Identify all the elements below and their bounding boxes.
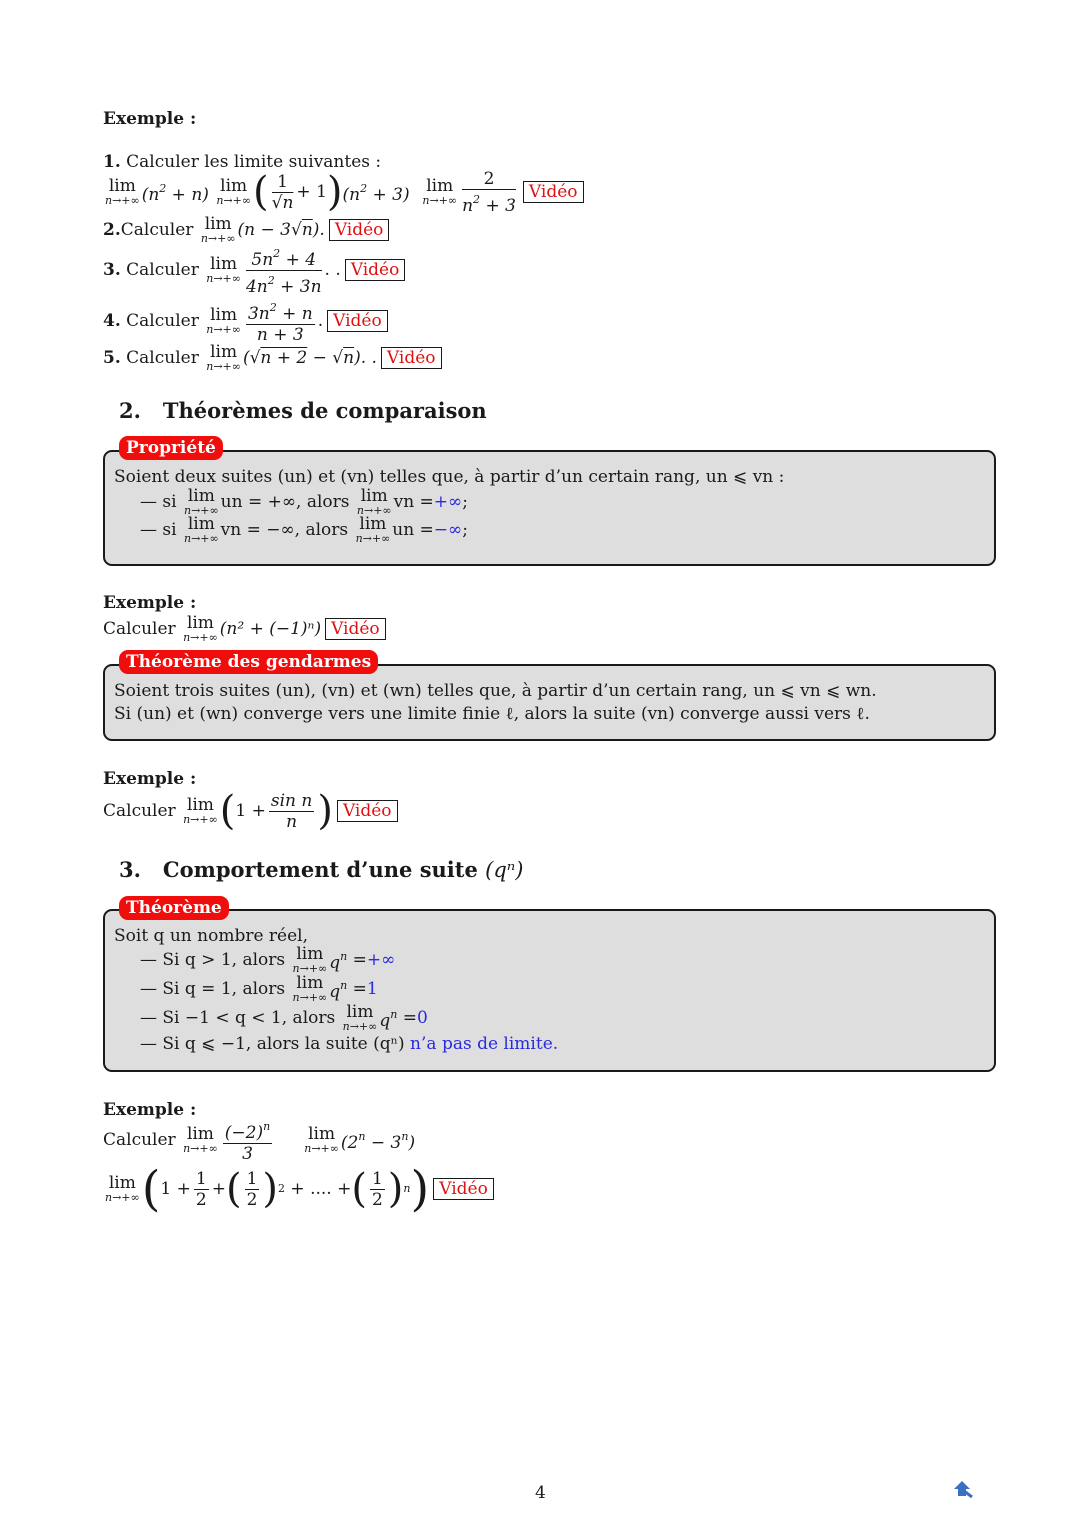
exercise-4: 4. Calculer lim n→+∞ $\frac{3n^2 + n}{n + 3}$ . Vidéo xyxy=(103,299,388,343)
video-link[interactable]: Vidéo xyxy=(325,618,386,640)
page-number: 4 xyxy=(535,1483,546,1503)
theoreme-item-1: — Si q > 1, alors lim n→+∞ $q^n$ = +∞ xyxy=(140,944,396,975)
theoreme-tag: Théorème xyxy=(119,896,229,920)
theoreme-item-4: — Si q ⩽ −1, alors la suite (qⁿ) n’a pas de limite. xyxy=(140,1034,559,1054)
section-number: 3. xyxy=(119,857,141,882)
section-number: 2. xyxy=(119,398,141,423)
lim-operator: lim n→+∞ xyxy=(206,254,241,285)
propriete-item-1: — si lim n→+∞ un = +∞, alors lim n→+∞ vn = +∞ ; xyxy=(140,486,468,517)
section-heading: Théorèmes de comparaison xyxy=(162,398,487,423)
gendarmes-line-2: Si (un) et (wn) converge vers une limite finie ℓ, alors la suite (vn) converge aussi vers ℓ. xyxy=(114,704,870,724)
exercise-number: 1. xyxy=(103,152,121,172)
video-link[interactable]: Vidéo xyxy=(337,800,398,822)
section-title xyxy=(119,857,523,882)
video-link[interactable]: Vidéo xyxy=(345,259,406,281)
lim-operator: lim n→+∞ xyxy=(200,214,236,245)
example-heading: Exemple : xyxy=(103,769,197,789)
video-link[interactable]: Vidéo xyxy=(329,219,390,241)
propriete-box xyxy=(103,450,996,566)
lim-operator: lim n→+∞ xyxy=(105,176,140,207)
exercise-text: Calculer xyxy=(126,348,199,368)
example-heading: Exemple : xyxy=(103,593,197,613)
gendarmes-line-1: Soient trois suites (un), (vn) et (wn) telles que, à partir d’un certain rang, un ⩽ vn ⩽ wn. xyxy=(114,681,877,701)
theoreme-item-3: — Si −1 < q < 1, alors lim n→+∞ $q^n$ = 0 xyxy=(140,1002,428,1033)
section-math: (qⁿ) xyxy=(485,858,524,882)
propriete-item-2: — si lim n→+∞ vn = −∞, alors lim n→+∞ un = −∞ ; xyxy=(140,514,468,545)
exercise-text: Calculer xyxy=(126,260,199,280)
studysmarter-logo-icon xyxy=(952,1477,974,1499)
lim-operator: lim n→+∞ xyxy=(422,176,458,207)
exercise-number: 3. xyxy=(103,260,121,280)
gendarmes-box xyxy=(103,664,996,741)
example-2-expression: Calculer lim n→+∞ (n² + (−1)ⁿ) Vidéo xyxy=(103,615,386,643)
video-link[interactable]: Vidéo xyxy=(523,181,584,203)
propriete-intro: Soient deux suites (un) et (vn) telles que, à partir d’un certain rang, un ⩽ vn : xyxy=(114,467,785,487)
exercise-number: 2. xyxy=(103,220,121,240)
lim-operator: lim n→+∞ xyxy=(216,176,252,207)
video-link[interactable]: Vidéo xyxy=(327,310,388,332)
exercise-text: Calculer xyxy=(126,311,199,331)
example-heading: Exemple : xyxy=(103,1100,197,1120)
theoreme-item-2: — Si q = 1, alors lim n→+∞ $q^n$ = 1 xyxy=(140,973,378,1004)
example-heading: Exemple : xyxy=(103,109,197,129)
exercise-text: Calculer xyxy=(120,220,194,240)
exercise-number: 4. xyxy=(103,311,121,331)
theoreme-intro: Soit q un nombre réel, xyxy=(114,926,309,946)
example-4-expression-2: lim n→+∞ ( 1 + $\frac{1}{2}$ + ( $\frac{1}{2}$ ) 2 + .... + ( $\frac{1}{2}$ ) n ) Vidéo xyxy=(103,1164,494,1214)
propriete-tag: Propriété xyxy=(119,436,223,460)
lim-operator: lim n→+∞ xyxy=(206,342,241,373)
exercise-text: Calculer les limite suivantes : xyxy=(126,152,382,172)
gendarmes-tag: Théorème des gendarmes xyxy=(119,650,378,674)
exercise-number: 5. xyxy=(103,348,121,368)
video-link[interactable]: Vidéo xyxy=(381,347,442,369)
exercise-5: 5. Calculer lim n→+∞ (√n + 2 − √n). . Vidéo xyxy=(103,344,442,372)
theoreme-box xyxy=(103,909,996,1072)
exercise-2: 2. Calculer lim n→+∞ (n − 3√n). Vidéo xyxy=(103,216,389,244)
lim-operator: lim n→+∞ xyxy=(206,305,241,336)
video-link[interactable]: Vidéo xyxy=(433,1178,494,1200)
section-heading: Comportement d’une suite xyxy=(162,857,478,882)
exercise-3: 3. Calculer lim n→+∞ $\frac{5n^2 + 4}{4n^2 + 3n}$ . . Vidéo xyxy=(103,248,405,292)
exercise-1-limits: lim n→+∞ $(n^2 + n)$ lim n→+∞ ( $\frac{1}{√n}$ + 1 ) $(n^2 + 3)$ lim n→+∞ $\frac{2}{n^2 + 3}$ Vidéo xyxy=(103,170,584,214)
example-3-expression: Calculer lim n→+∞ ( 1 + $\frac{\text{sin n}}{n}$ ) Vidéo xyxy=(103,788,398,834)
example-4-expression-1: Calculer lim n→+∞ $\frac{(-2)^n}{3}$ lim n→+∞ $(2^n - 3^n)$ xyxy=(103,1118,415,1162)
section-title xyxy=(119,398,487,423)
